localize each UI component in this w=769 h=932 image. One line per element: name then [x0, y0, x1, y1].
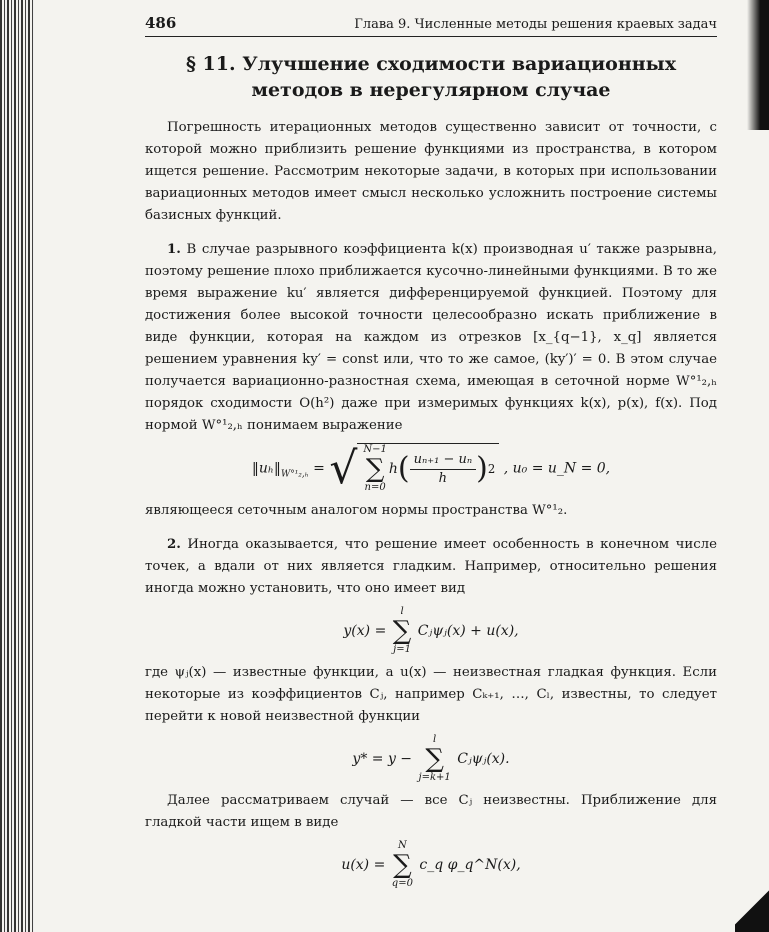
norm-lhs: ‖uₕ‖	[251, 460, 281, 477]
norm-sum: N−1 ∑ n=0	[363, 444, 387, 493]
formula-y-sum-bottom: j=1	[393, 644, 411, 655]
formula-y-sum-top: l	[400, 606, 404, 617]
formula-ystar	[145, 734, 717, 784]
formula-ystar-lhs: y* = y −	[352, 751, 413, 767]
item1-paragraph	[145, 239, 717, 437]
norm-formula: $‖u_h‖_{W^\circ^1_2,_h}$ = √ N−1 ∑ n=0 h ( $\frac{\text{uₙ₊₁ − uₙ}}{h}$ ) 2 , u₀ = u_N = 0,	[251, 442, 611, 494]
norm-fraction	[410, 451, 477, 488]
formula-y	[145, 606, 717, 656]
item1-text-b: являющееся сеточным аналогом нормы пространства W°¹₂.	[145, 503, 568, 518]
formula-u-lhs: u(x) =	[341, 857, 386, 873]
formula-ystar-sum: l ∑ j=k+1	[418, 734, 451, 783]
norm-sum-top: N−1	[363, 444, 387, 455]
item2-text-c: Далее рассматриваем случай — все Cⱼ неизвестны. Приближение для гладкой части ищем в виде	[145, 793, 717, 830]
formula-y-sum: l ∑ j=1	[392, 606, 412, 655]
item1-text-a: В случае разрывного коэффициента k(x) производная u′ также разрывна, поэтому решение плохо приближается кусочно-линейными функциями. В то же время выражение ku′ является дифференцируемой функцией. Поэтому для достижения более высокой точности целесообразно искать приближение в виде функции, которая на каждом из отрезков [x_{q−1}, x_q] является решением уравнения ky′ = const или, что то же самое, (ky′)′ = 0. В этом случае получается вариационно-разностная схема, имеющая в сеточной норме W°¹₂,ₕ порядок сходимости O(h²) даже при измеримых функциях k(x), p(x), f(x). Под нормой W°¹₂,ₕ понимаем выражение	[145, 242, 717, 433]
formula-y-lhs: y(x) =	[343, 623, 387, 639]
scan-edge-top-right	[747, 0, 769, 130]
norm-lhs-sub: W°¹₂,ₕ	[280, 469, 309, 480]
formula-u-sum-bottom: q=0	[391, 878, 413, 889]
item2-text-a: Иногда оказывается, что решение имеет особенность в конечном числе точек, а вдали от них является гладким. Например, относительно решения иногда можно установить, что оно имеет вид	[145, 537, 717, 596]
formula-u-sum: N ∑ q=0	[391, 840, 413, 889]
section-title	[145, 51, 717, 103]
formula-u-sum-top: N	[398, 840, 407, 851]
running-title: Глава 9. Численные методы решения краевых задач	[354, 17, 717, 32]
formula-y-rhs: Cⱼψⱼ(x) + u(x),	[417, 623, 519, 639]
formula-u-rhs: c_q φ_q^N(x),	[419, 857, 521, 873]
page-header	[145, 14, 717, 37]
norm-sum-bottom: n=0	[364, 482, 386, 493]
intro-paragraph: Погрешность итерационных методов существенно зависит от точности, с которой можно приблизить решение функциями из пространства, в котором ищется решение. Рассмотрим некоторые задачи, в которых при использовании вариационных методов имеет смысл несколько усложнить построение системы базисных функций.	[145, 120, 717, 223]
item1-number: 1.	[167, 242, 181, 257]
book-page	[145, 14, 717, 896]
norm-sqrt: √ N−1 ∑ n=0 h ( $\frac{\text{uₙ₊₁ − uₙ}}{h}$ ) 2	[329, 443, 499, 494]
norm-power: 2	[487, 462, 496, 476]
norm-frac-den: h	[438, 470, 448, 486]
norm-frac-num: uₙ₊₁ − uₙ	[410, 451, 477, 470]
scan-edge-bottom-right	[735, 882, 769, 932]
section-title-line1: § 11. Улучшение сходимости вариационных	[185, 53, 677, 75]
formula-ystar-sum-bottom: j=k+1	[418, 772, 451, 783]
item2-text-b: где ψⱼ(x) — известные функции, а u(x) — неизвестная гладкая функция. Если некоторые из коэффициентов Cⱼ, например Cₖ₊₁, …, Cₗ, известны, то следует перейти к новой неизвестной функции	[145, 665, 717, 724]
norm-h: h	[388, 461, 398, 477]
book-binding-shadow	[0, 0, 34, 932]
section-title-line2: методов в нерегулярном случае	[251, 79, 611, 101]
norm-tail: , u₀ = u_N = 0,	[503, 460, 611, 477]
item2-paragraph	[145, 534, 717, 600]
formula-ystar-rhs: Cⱼψⱼ(x).	[457, 751, 510, 767]
page-number: 486	[145, 14, 177, 32]
formula-u	[145, 840, 717, 890]
item2-number: 2.	[167, 537, 181, 552]
formula-ystar-sum-top: l	[433, 734, 437, 745]
